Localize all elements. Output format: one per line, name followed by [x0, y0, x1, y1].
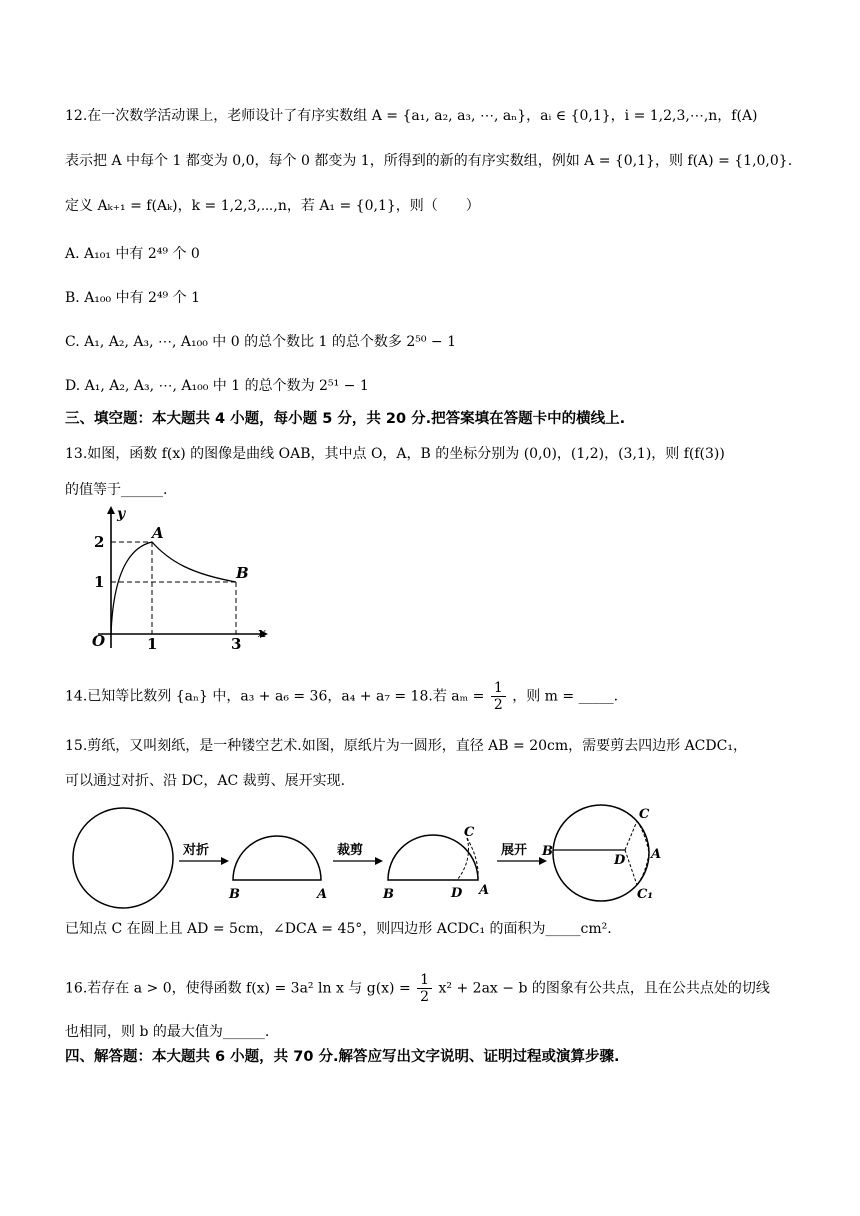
folded-semicircle — [233, 836, 321, 880]
step-cut-label: 裁剪 — [337, 843, 364, 858]
q13-stem-line2: 的值等于______. — [65, 482, 168, 498]
q13-stem-line1: 13.如图，函数 f(x) 的图像是曲线 OAB，其中点 O，A，B 的坐标分别为 (0,0)，(1,2)，(3,1)，则 f(f(3)) — [65, 446, 725, 462]
x-tick-label: 1 — [147, 635, 158, 650]
q13-function-graph — [80, 500, 290, 650]
step-fold-label: 对折 — [183, 843, 210, 858]
section-4-heading: 四、解答题：本大题共 6 小题，共 70 分.解答应写出文字说明、证明过程或演算步骤. — [65, 1049, 620, 1065]
q12-option-a: A. A₁₀₁ 中有 2⁴⁹ 个 0 — [65, 246, 200, 262]
q12-stem-line2: 表示把 A 中每个 1 都变为 0,0，每个 0 都变为 1，所得到的新的有序实数组，例如 A = {0,1}，则 f(A) = {1,0,0}. — [65, 153, 793, 169]
unfolded-circle — [553, 805, 649, 901]
point-c-label: C — [464, 825, 475, 840]
q12-option-d: D. A₁, A₂, A₃, ⋯, A₁₀₀ 中 1 的总个数为 2⁵¹ − 1 — [65, 378, 369, 394]
point-a-label: A — [651, 847, 662, 862]
point-b-label: B — [383, 887, 394, 902]
q12-option-c: C. A₁, A₂, A₃, ⋯, A₁₀₀ 中 0 的总个数比 1 的总个数多 2⁵⁰ − 1 — [65, 334, 457, 350]
q12-stem-line3: 定义 Aₖ₊₁ = f(Aₖ)，k = 1,2,3,⋯,n，若 A₁ = {0,1}，则（ ） — [65, 198, 480, 214]
q16-fraction — [417, 972, 432, 1005]
q16-stem-prefix: 16.若存在 a > 0，使得函数 f(x) = 3a² ln x 与 g(x) = — [65, 980, 411, 997]
original-circle — [73, 808, 173, 908]
q16-stem-line2: 也相同，则 b 的最大值为______. — [65, 1024, 270, 1040]
q15-stem-line1: 15.剪纸，又叫刻纸，是一种镂空艺术.如图，原纸片为一圆形，直径 AB = 20cm，需要剪去四边形 ACDC₁， — [65, 738, 747, 754]
origin-label: O — [92, 632, 106, 650]
arrow-head — [221, 857, 229, 865]
y-axis-label: y — [117, 506, 126, 522]
point-b-label: B — [236, 564, 249, 582]
fraction-numerator: 1 — [417, 972, 432, 989]
point-a-label: A — [479, 883, 490, 898]
q16-stem-suffix: x² + 2ax − b 的图象有公共点，且在公共点处的切线 — [438, 980, 770, 997]
q15-stem-line3: 已知点 C 在圆上且 AD = 5cm，∠DCA = 45°，则四边形 ACDC₁ 的面积为_____cm². — [65, 921, 612, 937]
arc-ac1 — [637, 853, 649, 885]
segment-dc — [625, 821, 637, 850]
q15-stem-line2: 可以通过对折、沿 DC，AC 裁剪、展开实现. — [65, 773, 346, 789]
q15-paper-cutting-figure — [65, 798, 785, 910]
cut-semicircle — [388, 835, 478, 880]
x-axis-label: x — [258, 626, 266, 641]
fraction-denominator: 2 — [420, 989, 430, 1005]
q16-stem-line1 — [65, 972, 770, 1005]
arc-ca — [637, 821, 649, 853]
cut-line-dc — [457, 838, 469, 880]
q12-stem-line1: 12.在一次数学活动课上，老师设计了有序实数组 A = {a₁, a₂, a₃, ⋯, aₙ}，aᵢ ∈ {0,1}，i = 1,2,3,⋯,n，f(A) — [65, 108, 758, 124]
arrow-head — [375, 857, 383, 865]
point-a-label: A — [152, 524, 164, 542]
x-tick-label: 3 — [231, 635, 242, 650]
q14-stem-suffix: ，则 m = _____. — [512, 688, 619, 705]
segment-dc1 — [625, 850, 637, 885]
point-d-label: D — [451, 886, 463, 901]
q14-stem-prefix: 14.已知等比数列 {aₙ} 中，a₃ + a₆ = 36，a₄ + a₇ = 18.若 aₘ = — [65, 688, 485, 705]
q14-fraction — [491, 680, 506, 713]
point-c1-label: C₁ — [637, 887, 654, 902]
y-tick-label: 2 — [94, 533, 105, 551]
point-c-label: C — [639, 807, 650, 822]
curve-oab — [111, 542, 236, 634]
point-b-label: B — [542, 844, 553, 859]
fraction-numerator: 1 — [491, 680, 506, 697]
point-d-label: D — [614, 853, 626, 868]
y-tick-label: 1 — [94, 573, 105, 591]
point-a-label: A — [317, 887, 328, 902]
q12-option-b: B. A₁₀₀ 中有 2⁴⁹ 个 1 — [65, 290, 200, 306]
fraction-denominator: 2 — [493, 697, 503, 713]
q14-stem — [65, 680, 618, 713]
point-b-label: B — [229, 887, 240, 902]
step-unfold-label: 展开 — [501, 843, 528, 858]
section-3-heading: 三、填空题：本大题共 4 小题，每小题 5 分，共 20 分.把答案填在答题卡中的横线上. — [65, 411, 626, 427]
y-axis-arrow — [107, 506, 115, 514]
